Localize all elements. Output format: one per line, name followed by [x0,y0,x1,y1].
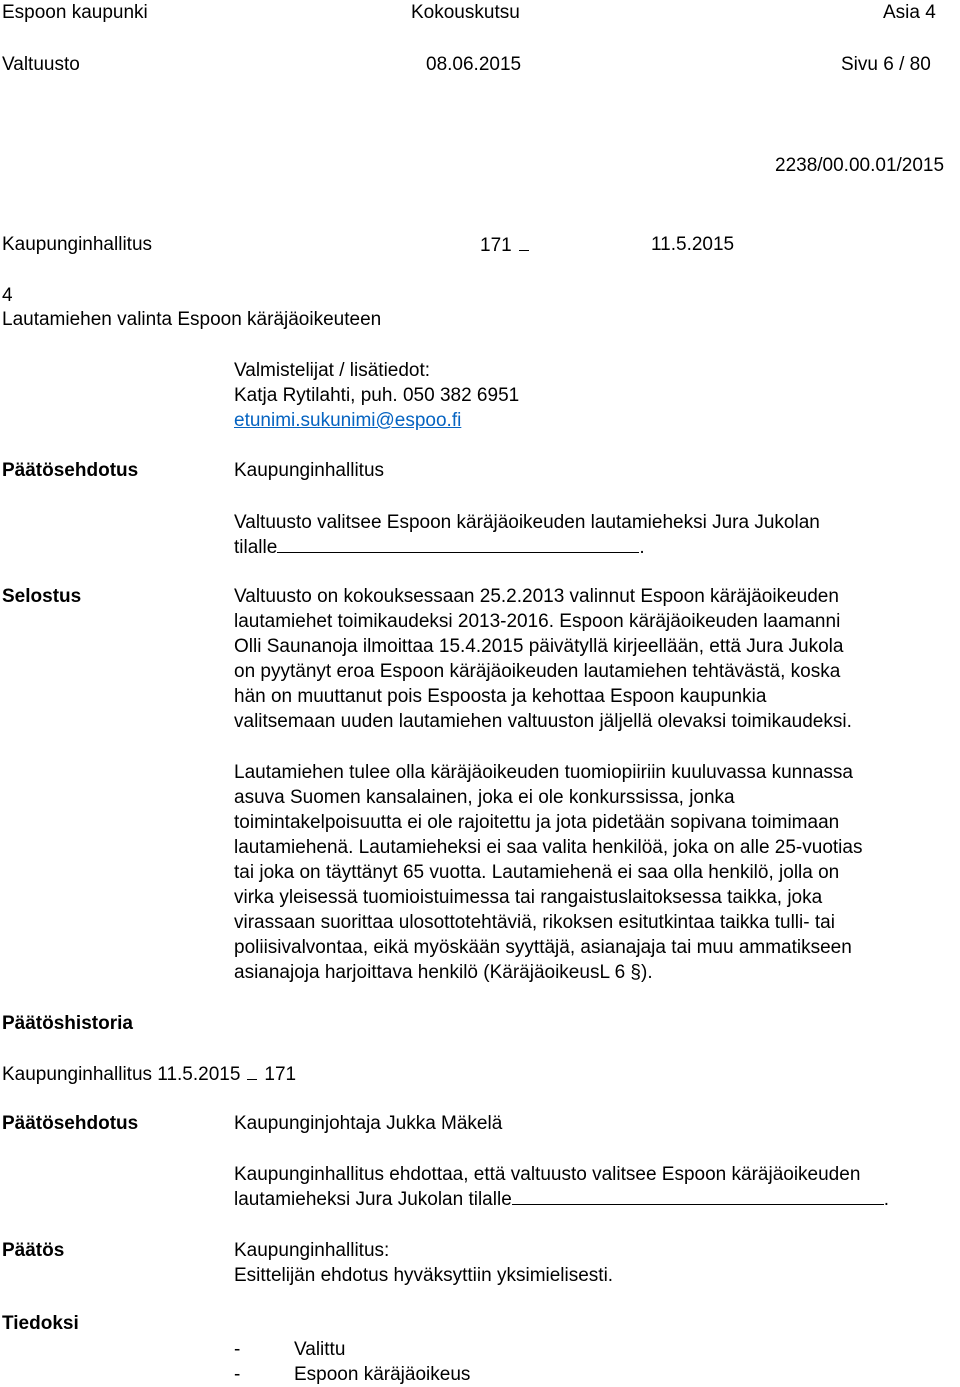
description-p1-line: on pyytänyt eroa Espoon käräjäoikeuden lautamiehen tehtävästä, koska [234,661,841,682]
description-p2-line: asianajoja harjoittava henkilö (KäräjäoikeusL 6 §). [234,962,653,983]
description-p2-line: virka yleisessä tuomioistuimessa tai rangaistuslaitoksessa taikka, joka [234,887,823,908]
description-p1-line: valitsemaan uuden lautamiehen valtuuston jäljellä olevaksi toimikaudeksi. [234,711,852,732]
proposal2-proposer: Kaupunginjohtaja Jukka Mäkelä [234,1113,503,1134]
description-p1-line: Valtuusto on kokouksessaan 25.2.2013 valinnut Espoon käräjäoikeuden [234,586,839,607]
header-date: 08.06.2015 [426,54,522,75]
item-number: 4 [2,285,13,306]
description-paragraph-2 [234,760,960,985]
proposal-blank-line [277,535,639,553]
header-city: Espoon kaupunki [2,2,148,23]
description-p2-line: asuva Suomen kansalainen, joka ei ole konkurssissa, jonka [234,787,735,808]
header-doc-type: Kokouskutsu [411,2,520,23]
proposal2-text-line2 [234,1187,889,1212]
decision-label: Päätös [2,1240,65,1261]
header-body: Valtuusto [2,54,80,75]
description-p2-line: virassaan suorittaa ulosottotehtäviä, rikoksen esitutkintaa taikka tulli- tai [234,912,835,933]
proposal2-text-end: . [883,1189,890,1210]
header-page: Sivu 6 / 80 [841,54,931,75]
history-meeting-board: Kaupunginhallitus 11.5.2015 [2,1064,241,1085]
description-paragraph-1 [234,584,960,734]
description-p1-line: lautamiehet toimikaudeksi 2013-2016. Espoon käräjäoikeuden laamanni [234,611,841,632]
meta-number-text: 171 [480,235,512,256]
proposal2-text-main: lautamieheksi Jura Jukolan tilalle [234,1189,512,1210]
history-separator [247,1061,257,1080]
item-title: Lautamiehen valinta Espoon käräjäoikeuteen [2,309,382,330]
history-meeting-number: 171 [264,1064,297,1085]
description-p1-line: hän on muuttanut pois Espoosta ja kehottaa Espoon kaupunkia [234,686,767,707]
proposal-text-line2 [234,535,645,560]
proposal2-label: Päätösehdotus [2,1113,139,1134]
meta-separator [519,232,529,251]
decision-body: Kaupunginhallitus: [234,1240,390,1261]
proposal-label: Päätösehdotus [2,460,139,481]
decision-text: Esittelijän ehdotus hyväksyttiin yksimielisesti. [234,1265,614,1286]
proposal2-text-line1: Kaupunginhallitus ehdottaa, että valtuusto valitsee Espoon käräjäoikeuden [234,1164,861,1185]
reference-number: 2238/00.00.01/2015 [775,155,945,176]
description-p2-line: toimintakelpoisuutta ei ole rajoitettu ja jota pidetään sopivana toimimaan [234,812,840,833]
description-p2-line: poliisivalvontaa, eikä myöskään syyttäjä, asianajaja tai muu ammatikseen [234,937,852,958]
notice-item-text: Valittu [294,1339,346,1360]
description-label: Selostus [2,586,82,607]
preparers-name-phone: Katja Rytilahti, puh. 050 382 6951 [234,385,520,406]
notices-label: Tiedoksi [2,1313,79,1334]
preparers-label: Valmistelijat / lisätiedot: [234,360,431,381]
history-meeting [2,1061,296,1087]
proposal-proposer: Kaupunginhallitus [234,460,385,481]
proposal-text-line1: Valtuusto valitsee Espoon käräjäoikeuden lautamieheksi Jura Jukolan [234,512,820,533]
proposal-text-end: . [639,537,645,558]
history-label: Päätöshistoria [2,1013,133,1034]
notice-item-bullet: - [234,1364,241,1385]
meta-date: 11.5.2015 [651,234,735,255]
notice-item-bullet: - [234,1339,241,1360]
description-p1-line: Olli Saunanoja ilmoittaa 15.4.2015 päivätyllä kirjeellään, että Jura Jukola [234,636,844,657]
header-item: Asia 4 [883,2,936,23]
meta-board: Kaupunginhallitus [2,234,153,255]
notice-item-text: Espoon käräjäoikeus [294,1364,471,1385]
proposal-text-tilalle: tilalle [234,537,278,558]
proposal2-blank-line [512,1187,884,1205]
description-p2-line: tai joka on täyttänyt 65 vuotta. Lautamiehenä ei saa olla henkilö, jolla on [234,862,840,883]
description-p2-line: lautamiehenä. Lautamieheksi ei saa valita henkilöä, joka on alle 25-vuotias [234,837,863,858]
description-p2-line: Lautamiehen tulee olla käräjäoikeuden tuomiopiiriin kuuluvassa kunnassa [234,762,853,783]
preparers-email-link[interactable]: etunimi.sukunimi@espoo.fi [234,410,462,431]
meta-number [480,232,536,258]
